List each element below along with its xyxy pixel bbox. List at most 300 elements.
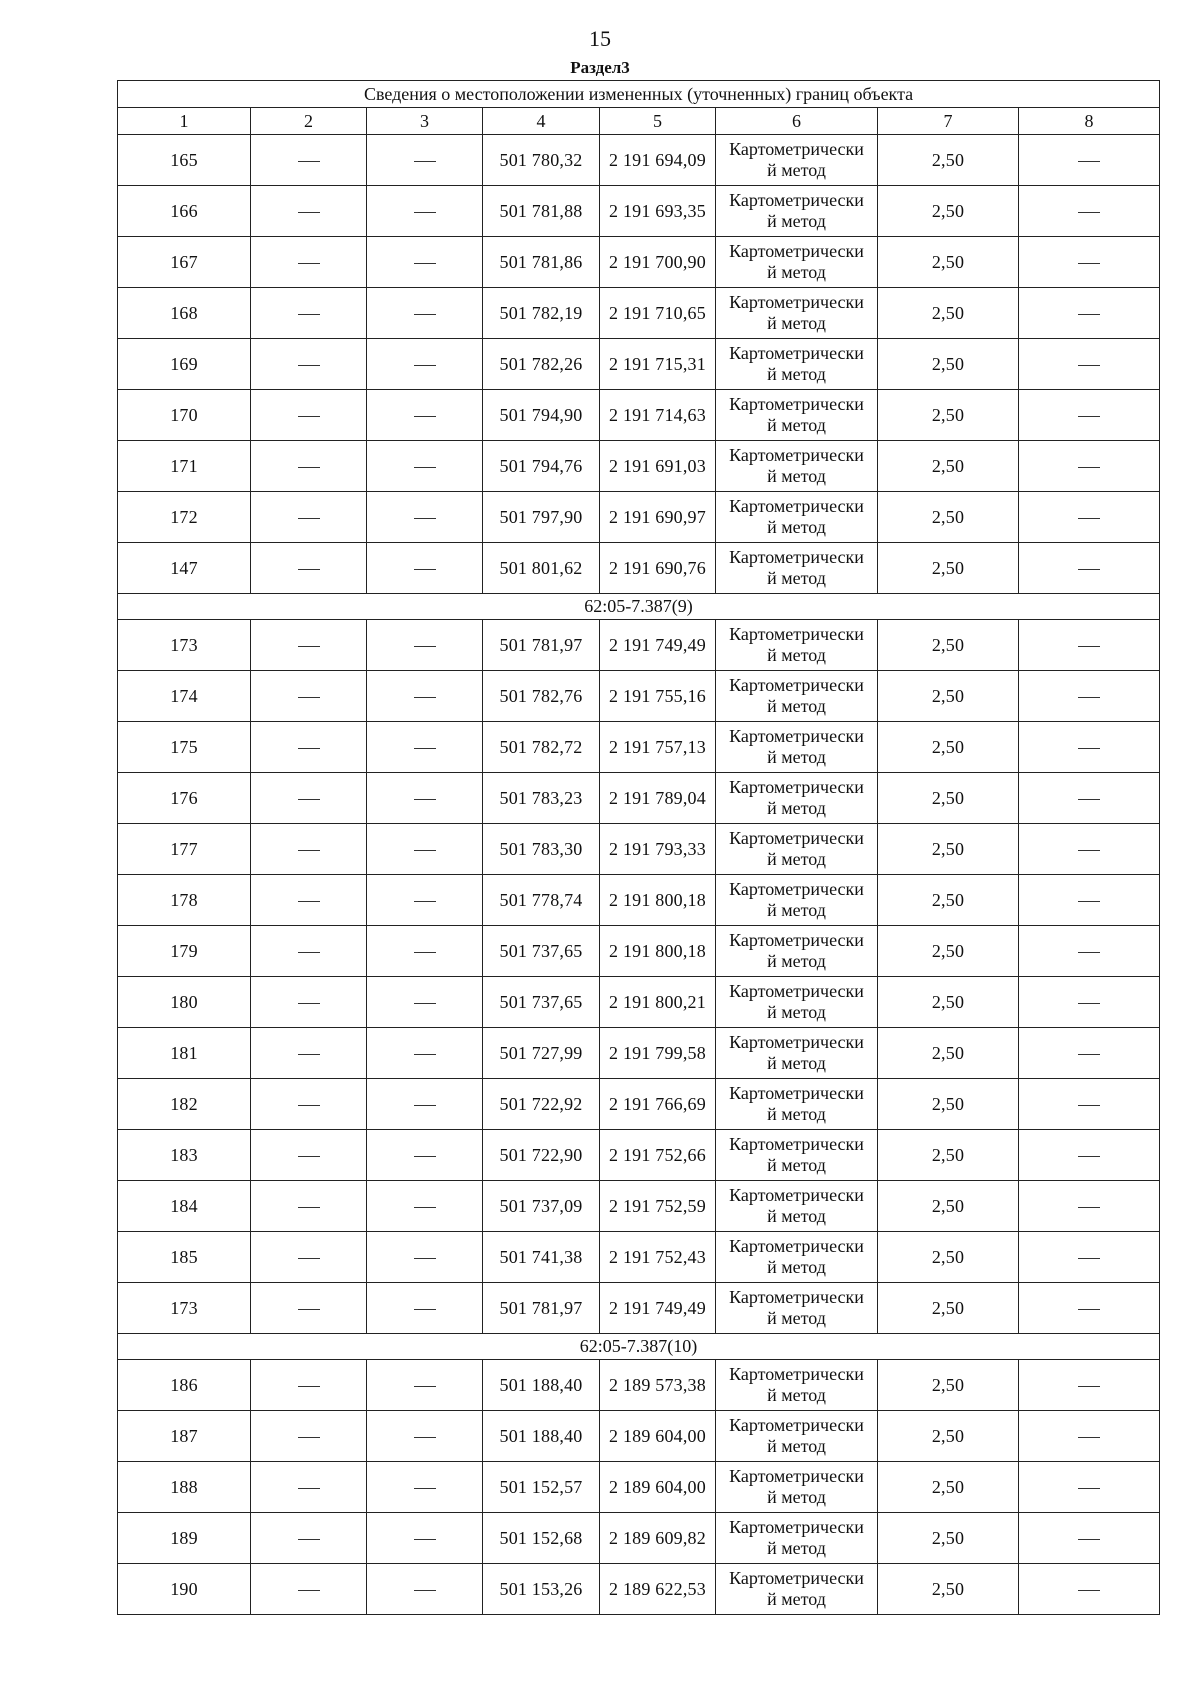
- empty-value-cell: [251, 135, 367, 186]
- coordinate-x: 501 722,90: [483, 1130, 600, 1181]
- dash-mark: [414, 1054, 436, 1055]
- method-line-2: й метод: [767, 1155, 826, 1175]
- dash-mark: [298, 1386, 320, 1387]
- accuracy-value: 2,50: [878, 1028, 1019, 1079]
- dash-mark: [1078, 1590, 1100, 1591]
- empty-value-cell: [367, 543, 483, 594]
- empty-value-cell: [367, 824, 483, 875]
- coordinate-x: 501 781,97: [483, 620, 600, 671]
- empty-value-cell: [251, 339, 367, 390]
- dash-mark: [1078, 467, 1100, 468]
- coordinate-y: 2 191 793,33: [600, 824, 716, 875]
- table-caption: Сведения о местоположении измененных (уточненных) границ объекта: [118, 81, 1160, 108]
- column-header: 1: [118, 108, 251, 135]
- method-line-2: й метод: [767, 747, 826, 767]
- point-number: 187: [118, 1411, 251, 1462]
- method-cell: [716, 1283, 878, 1334]
- dash-mark: [1078, 697, 1100, 698]
- empty-value-cell: [251, 1411, 367, 1462]
- point-number: 185: [118, 1232, 251, 1283]
- empty-value-cell: [251, 824, 367, 875]
- table-row: [118, 722, 1160, 773]
- dash-mark: [414, 1207, 436, 1208]
- method-cell: [716, 339, 878, 390]
- coordinate-y: 2 191 800,18: [600, 875, 716, 926]
- dash-mark: [1078, 748, 1100, 749]
- dash-mark: [298, 646, 320, 647]
- empty-value-cell: [1019, 1283, 1160, 1334]
- method-cell: [716, 620, 878, 671]
- method-line-2: й метод: [767, 1308, 826, 1328]
- method-line-2: й метод: [767, 1538, 826, 1558]
- empty-value-cell: [251, 671, 367, 722]
- dash-mark: [414, 748, 436, 749]
- empty-value-cell: [251, 1564, 367, 1615]
- point-number: 177: [118, 824, 251, 875]
- method-line-1: Картометрически: [729, 1083, 864, 1103]
- method-line-1: Картометрически: [729, 1134, 864, 1154]
- accuracy-value: 2,50: [878, 186, 1019, 237]
- coordinate-y: 2 191 800,21: [600, 977, 716, 1028]
- empty-value-cell: [251, 1513, 367, 1564]
- method-cell: [716, 1028, 878, 1079]
- method-line-1: Картометрически: [729, 343, 864, 363]
- coordinate-y: 2 191 715,31: [600, 339, 716, 390]
- empty-value-cell: [251, 977, 367, 1028]
- method-cell: [716, 1232, 878, 1283]
- accuracy-value: 2,50: [878, 237, 1019, 288]
- coordinate-x: 501 781,88: [483, 186, 600, 237]
- empty-value-cell: [1019, 441, 1160, 492]
- method-line-2: й метод: [767, 696, 826, 716]
- table-body: [118, 135, 1160, 1615]
- accuracy-value: 2,50: [878, 492, 1019, 543]
- empty-value-cell: [367, 1079, 483, 1130]
- empty-value-cell: [367, 237, 483, 288]
- table-row: [118, 339, 1160, 390]
- dash-mark: [1078, 646, 1100, 647]
- dash-mark: [1078, 1207, 1100, 1208]
- coordinate-x: 501 782,72: [483, 722, 600, 773]
- method-line-1: Картометрически: [729, 1364, 864, 1384]
- method-line-2: й метод: [767, 1436, 826, 1456]
- coordinate-y: 2 191 799,58: [600, 1028, 716, 1079]
- point-number: 179: [118, 926, 251, 977]
- table-row: [118, 1462, 1160, 1513]
- empty-value-cell: [251, 390, 367, 441]
- accuracy-value: 2,50: [878, 390, 1019, 441]
- table-row: [118, 441, 1160, 492]
- coordinate-y: 2 191 694,09: [600, 135, 716, 186]
- empty-value-cell: [251, 441, 367, 492]
- coordinate-x: 501 783,23: [483, 773, 600, 824]
- table-row: [118, 875, 1160, 926]
- empty-value-cell: [367, 135, 483, 186]
- empty-value-cell: [367, 1130, 483, 1181]
- dash-mark: [1078, 1105, 1100, 1106]
- dash-mark: [1078, 952, 1100, 953]
- method-cell: [716, 237, 878, 288]
- empty-value-cell: [251, 492, 367, 543]
- method-cell: [716, 390, 878, 441]
- page-number: 15: [589, 26, 611, 51]
- coordinate-y: 2 191 752,66: [600, 1130, 716, 1181]
- method-cell: [716, 1181, 878, 1232]
- table-row: [118, 1564, 1160, 1615]
- table-row: [118, 977, 1160, 1028]
- table-row: [118, 773, 1160, 824]
- coordinate-y: 2 189 573,38: [600, 1360, 716, 1411]
- dash-mark: [298, 365, 320, 366]
- dash-mark: [298, 850, 320, 851]
- empty-value-cell: [367, 288, 483, 339]
- method-line-1: Картометрически: [729, 139, 864, 159]
- dash-mark: [414, 646, 436, 647]
- empty-value-cell: [251, 773, 367, 824]
- dash-mark: [298, 518, 320, 519]
- method-cell: [716, 492, 878, 543]
- method-line-1: Картометрически: [729, 445, 864, 465]
- dash-mark: [414, 1488, 436, 1489]
- empty-value-cell: [367, 977, 483, 1028]
- method-cell: [716, 722, 878, 773]
- empty-value-cell: [1019, 1360, 1160, 1411]
- accuracy-value: 2,50: [878, 1513, 1019, 1564]
- group-label: 62:05-7.387(9): [118, 594, 1160, 620]
- accuracy-value: 2,50: [878, 1181, 1019, 1232]
- empty-value-cell: [367, 1028, 483, 1079]
- dash-mark: [298, 1156, 320, 1157]
- accuracy-value: 2,50: [878, 1130, 1019, 1181]
- dash-mark: [1078, 1488, 1100, 1489]
- method-cell: [716, 1411, 878, 1462]
- empty-value-cell: [367, 1564, 483, 1615]
- dash-mark: [1078, 416, 1100, 417]
- coordinate-x: 501 782,19: [483, 288, 600, 339]
- dash-mark: [1078, 1437, 1100, 1438]
- column-header: 2: [251, 108, 367, 135]
- point-number: 183: [118, 1130, 251, 1181]
- method-line-1: Картометрически: [729, 1568, 864, 1588]
- dash-mark: [298, 1258, 320, 1259]
- dash-mark: [1078, 1156, 1100, 1157]
- table-row: [118, 1513, 1160, 1564]
- coordinate-x: 501 737,65: [483, 926, 600, 977]
- empty-value-cell: [1019, 722, 1160, 773]
- coordinate-y: 2 191 752,43: [600, 1232, 716, 1283]
- point-number: 147: [118, 543, 251, 594]
- coordinate-x: 501 727,99: [483, 1028, 600, 1079]
- empty-value-cell: [1019, 1028, 1160, 1079]
- accuracy-value: 2,50: [878, 441, 1019, 492]
- dash-mark: [1078, 1539, 1100, 1540]
- empty-value-cell: [1019, 620, 1160, 671]
- dash-mark: [1078, 1003, 1100, 1004]
- empty-value-cell: [251, 1028, 367, 1079]
- point-number: 175: [118, 722, 251, 773]
- point-number: 178: [118, 875, 251, 926]
- method-cell: [716, 773, 878, 824]
- dash-mark: [298, 263, 320, 264]
- dash-mark: [1078, 161, 1100, 162]
- dash-mark: [298, 799, 320, 800]
- table-row: [118, 543, 1160, 594]
- dash-mark: [1078, 1054, 1100, 1055]
- coordinates-table: [117, 80, 1160, 1615]
- method-cell: [716, 1130, 878, 1181]
- empty-value-cell: [367, 1411, 483, 1462]
- group-row: [118, 1334, 1160, 1360]
- dash-mark: [298, 1488, 320, 1489]
- method-line-2: й метод: [767, 1385, 826, 1405]
- accuracy-value: 2,50: [878, 671, 1019, 722]
- method-line-1: Картометрически: [729, 292, 864, 312]
- empty-value-cell: [251, 543, 367, 594]
- empty-value-cell: [367, 186, 483, 237]
- method-line-1: Картометрически: [729, 1517, 864, 1537]
- dash-mark: [414, 901, 436, 902]
- accuracy-value: 2,50: [878, 1079, 1019, 1130]
- method-line-2: й метод: [767, 517, 826, 537]
- method-line-2: й метод: [767, 900, 826, 920]
- dash-mark: [1078, 365, 1100, 366]
- empty-value-cell: [1019, 390, 1160, 441]
- dash-mark: [298, 1539, 320, 1540]
- point-number: 170: [118, 390, 251, 441]
- accuracy-value: 2,50: [878, 875, 1019, 926]
- empty-value-cell: [367, 1513, 483, 1564]
- coordinate-x: 501 188,40: [483, 1360, 600, 1411]
- method-cell: [716, 977, 878, 1028]
- dash-mark: [298, 416, 320, 417]
- point-number: 169: [118, 339, 251, 390]
- empty-value-cell: [367, 620, 483, 671]
- coordinate-x: 501 801,62: [483, 543, 600, 594]
- empty-value-cell: [1019, 1462, 1160, 1513]
- point-number: 186: [118, 1360, 251, 1411]
- empty-value-cell: [1019, 186, 1160, 237]
- coordinate-x: 501 778,74: [483, 875, 600, 926]
- empty-value-cell: [367, 1462, 483, 1513]
- method-line-1: Картометрически: [729, 624, 864, 644]
- method-line-2: й метод: [767, 645, 826, 665]
- dash-mark: [414, 1309, 436, 1310]
- point-number: 190: [118, 1564, 251, 1615]
- dash-mark: [414, 263, 436, 264]
- dash-mark: [414, 952, 436, 953]
- accuracy-value: 2,50: [878, 1360, 1019, 1411]
- empty-value-cell: [367, 773, 483, 824]
- empty-value-cell: [251, 186, 367, 237]
- point-number: 181: [118, 1028, 251, 1079]
- empty-value-cell: [1019, 875, 1160, 926]
- empty-value-cell: [251, 1462, 367, 1513]
- dash-mark: [414, 1539, 436, 1540]
- accuracy-value: 2,50: [878, 1232, 1019, 1283]
- table-row: [118, 1028, 1160, 1079]
- table-row: [118, 824, 1160, 875]
- empty-value-cell: [1019, 237, 1160, 288]
- empty-value-cell: [251, 926, 367, 977]
- dash-mark: [414, 1386, 436, 1387]
- table-row: [118, 926, 1160, 977]
- point-number: 182: [118, 1079, 251, 1130]
- dash-mark: [298, 697, 320, 698]
- method-line-1: Картометрически: [729, 675, 864, 695]
- empty-value-cell: [367, 339, 483, 390]
- coordinate-y: 2 191 710,65: [600, 288, 716, 339]
- accuracy-value: 2,50: [878, 1462, 1019, 1513]
- method-cell: [716, 441, 878, 492]
- empty-value-cell: [1019, 135, 1160, 186]
- empty-value-cell: [367, 390, 483, 441]
- dash-mark: [414, 365, 436, 366]
- accuracy-value: 2,50: [878, 620, 1019, 671]
- dash-mark: [298, 161, 320, 162]
- empty-value-cell: [251, 722, 367, 773]
- accuracy-value: 2,50: [878, 135, 1019, 186]
- column-header: 6: [716, 108, 878, 135]
- method-cell: [716, 135, 878, 186]
- table-row: [118, 1411, 1160, 1462]
- coordinate-x: 501 780,32: [483, 135, 600, 186]
- method-line-1: Картометрически: [729, 828, 864, 848]
- coordinate-x: 501 781,97: [483, 1283, 600, 1334]
- empty-value-cell: [251, 620, 367, 671]
- method-line-2: й метод: [767, 1104, 826, 1124]
- coordinate-x: 501 152,57: [483, 1462, 600, 1513]
- coordinate-y: 2 191 749,49: [600, 620, 716, 671]
- method-line-1: Картометрически: [729, 241, 864, 261]
- empty-value-cell: [1019, 339, 1160, 390]
- empty-value-cell: [367, 875, 483, 926]
- dash-mark: [414, 1590, 436, 1591]
- table-row: [118, 1181, 1160, 1232]
- column-header: 5: [600, 108, 716, 135]
- empty-value-cell: [1019, 824, 1160, 875]
- table-row: [118, 1130, 1160, 1181]
- accuracy-value: 2,50: [878, 722, 1019, 773]
- method-line-1: Картометрически: [729, 1466, 864, 1486]
- empty-value-cell: [1019, 1181, 1160, 1232]
- dash-mark: [1078, 518, 1100, 519]
- dash-mark: [298, 1590, 320, 1591]
- empty-value-cell: [251, 1181, 367, 1232]
- empty-value-cell: [1019, 671, 1160, 722]
- dash-mark: [414, 416, 436, 417]
- dash-mark: [298, 1437, 320, 1438]
- method-line-2: й метод: [767, 1002, 826, 1022]
- empty-value-cell: [251, 875, 367, 926]
- table-row: [118, 186, 1160, 237]
- accuracy-value: 2,50: [878, 977, 1019, 1028]
- method-cell: [716, 926, 878, 977]
- method-line-2: й метод: [767, 1206, 826, 1226]
- method-line-1: Картометрически: [729, 726, 864, 746]
- dash-mark: [1078, 263, 1100, 264]
- empty-value-cell: [251, 1283, 367, 1334]
- method-cell: [716, 1564, 878, 1615]
- dash-mark: [414, 1437, 436, 1438]
- empty-value-cell: [1019, 543, 1160, 594]
- empty-value-cell: [251, 1079, 367, 1130]
- method-line-1: Картометрически: [729, 547, 864, 567]
- empty-value-cell: [1019, 1079, 1160, 1130]
- coordinate-x: 501 737,65: [483, 977, 600, 1028]
- coordinate-y: 2 191 800,18: [600, 926, 716, 977]
- empty-value-cell: [1019, 1411, 1160, 1462]
- coordinate-x: 501 737,09: [483, 1181, 600, 1232]
- empty-value-cell: [367, 926, 483, 977]
- method-line-2: й метод: [767, 1589, 826, 1609]
- method-cell: [716, 671, 878, 722]
- coordinate-x: 501 152,68: [483, 1513, 600, 1564]
- accuracy-value: 2,50: [878, 288, 1019, 339]
- coordinate-x: 501 741,38: [483, 1232, 600, 1283]
- method-cell: [716, 1462, 878, 1513]
- dash-mark: [298, 569, 320, 570]
- coordinate-x: 501 722,92: [483, 1079, 600, 1130]
- dash-mark: [1078, 850, 1100, 851]
- dash-mark: [414, 1003, 436, 1004]
- empty-value-cell: [251, 237, 367, 288]
- method-line-1: Картометрически: [729, 1032, 864, 1052]
- empty-value-cell: [367, 1360, 483, 1411]
- method-cell: [716, 186, 878, 237]
- accuracy-value: 2,50: [878, 1564, 1019, 1615]
- table-row: [118, 620, 1160, 671]
- column-header: 3: [367, 108, 483, 135]
- table-row: [118, 1079, 1160, 1130]
- point-number: 173: [118, 1283, 251, 1334]
- method-line-2: й метод: [767, 849, 826, 869]
- column-header: 4: [483, 108, 600, 135]
- accuracy-value: 2,50: [878, 1411, 1019, 1462]
- coordinate-y: 2 191 693,35: [600, 186, 716, 237]
- method-line-2: й метод: [767, 313, 826, 333]
- point-number: 172: [118, 492, 251, 543]
- method-line-1: Картометрически: [729, 930, 864, 950]
- empty-value-cell: [367, 492, 483, 543]
- dash-mark: [1078, 799, 1100, 800]
- method-line-1: Картометрически: [729, 1236, 864, 1256]
- coordinate-y: 2 189 604,00: [600, 1411, 716, 1462]
- section-title: Раздел3: [570, 58, 630, 77]
- dash-mark: [298, 467, 320, 468]
- dash-mark: [414, 212, 436, 213]
- dash-mark: [298, 1003, 320, 1004]
- table-row: [118, 237, 1160, 288]
- coordinate-y: 2 191 690,97: [600, 492, 716, 543]
- method-line-2: й метод: [767, 262, 826, 282]
- dash-mark: [414, 518, 436, 519]
- empty-value-cell: [1019, 1232, 1160, 1283]
- group-label: 62:05-7.387(10): [118, 1334, 1160, 1360]
- dash-mark: [298, 1105, 320, 1106]
- accuracy-value: 2,50: [878, 339, 1019, 390]
- coordinate-y: 2 191 766,69: [600, 1079, 716, 1130]
- method-line-2: й метод: [767, 798, 826, 818]
- dash-mark: [298, 314, 320, 315]
- dash-mark: [298, 212, 320, 213]
- empty-value-cell: [367, 1283, 483, 1334]
- empty-value-cell: [1019, 977, 1160, 1028]
- empty-value-cell: [1019, 1130, 1160, 1181]
- dash-mark: [414, 161, 436, 162]
- coordinate-x: 501 782,76: [483, 671, 600, 722]
- table-row: [118, 671, 1160, 722]
- point-number: 173: [118, 620, 251, 671]
